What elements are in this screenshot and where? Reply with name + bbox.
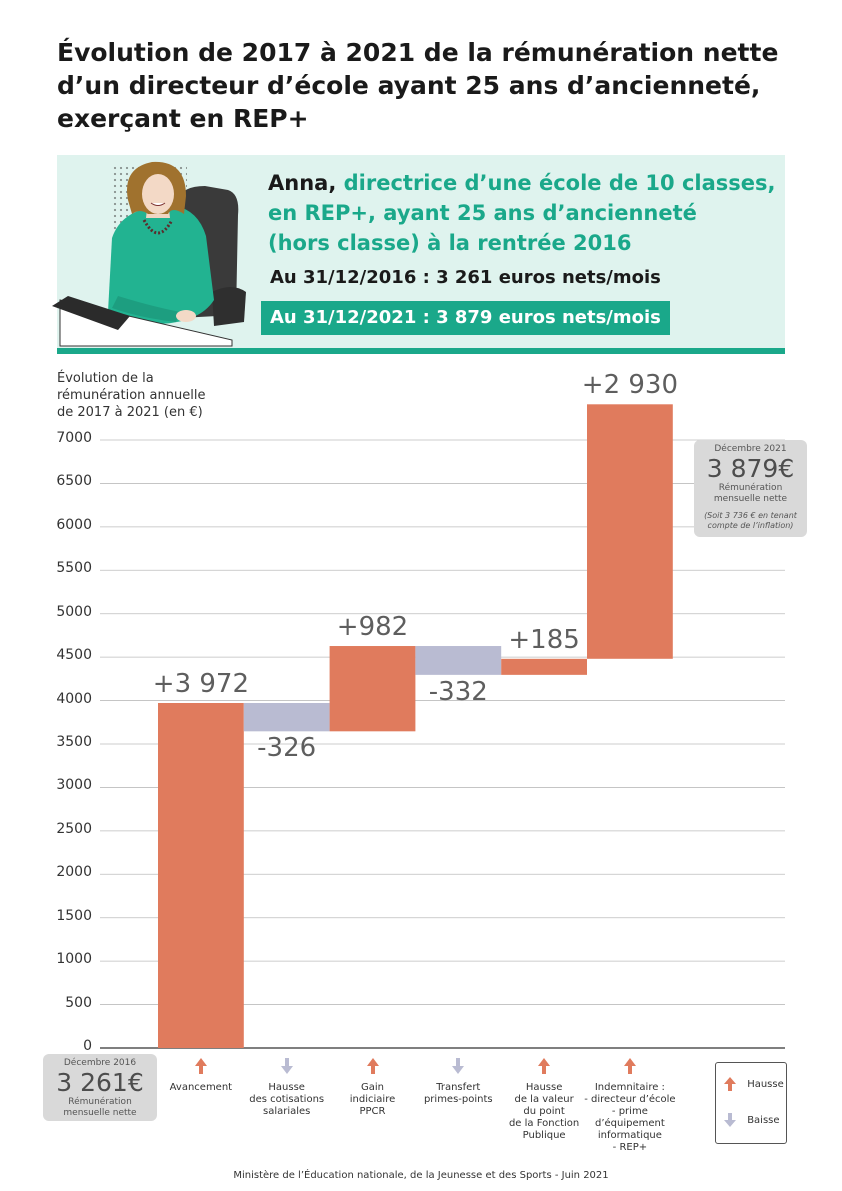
category-label-text: Avancement [169,1082,233,1093]
start-caption-1: Rémunération [68,1097,132,1107]
waterfall-bar [244,703,330,731]
arrow-up-icon [195,1058,207,1074]
waterfall-bar [501,659,587,675]
y-tick-label: 500 [65,994,92,1011]
data-label: +3 972 [152,669,249,699]
profile-name: Anna, [268,171,337,195]
waterfall-bar [330,646,416,731]
y-tick-label: 4000 [56,690,92,707]
y-tick-label: 0 [83,1038,92,1054]
start-amount: 3 261€ [56,1068,144,1097]
y-tick-label: 2500 [56,820,92,837]
profile-desc-1: directrice d’une école de 10 classes, [336,171,776,195]
arrow-up-icon [724,1077,736,1091]
arrow-up-icon [367,1058,379,1074]
category-label-text: Gain indiciaire PPCR [349,1082,396,1117]
category-label [575,1058,685,1154]
end-date: Décembre 2021 [714,444,787,454]
start-salary-box [43,1054,157,1121]
y-tick-label: 6500 [56,473,92,490]
y-tick-label: 5000 [56,603,92,620]
end-note-1: (Soit 3 736 € en tenant [704,511,797,520]
end-caption-1: Rémunération [718,483,783,493]
y-tick-label: 7000 [56,430,92,446]
legend-key-down [724,1113,780,1127]
category-label-text: Transfert primes-points [423,1082,493,1105]
start-date: Décembre 2016 [63,1058,137,1068]
legend-key-up [724,1077,784,1091]
profile-desc-2: en REP+, ayant 25 ans d’ancienneté [268,201,697,225]
data-label: -326 [257,733,317,764]
category-label-text: Hausse de la valeur du point de la Fonction Publique [508,1082,580,1141]
data-label: +982 [336,612,409,643]
legend-down-label: Baisse [747,1115,780,1126]
y-tick-label: 2000 [56,864,92,881]
footer-credit: Ministère de l’Éducation nationale, de la Jeunesse et des Sports - Juin 2021 [233,1170,609,1181]
arrow-down-icon [452,1058,464,1074]
end-amount: 3 879€ [706,454,795,483]
legend-key [715,1062,787,1144]
category-label-text: Hausse des cotisations salariales [249,1082,325,1117]
data-label: -332 [428,676,488,707]
data-label: +185 [508,624,580,655]
start-caption-2: mensuelle nette [63,1108,137,1118]
y-axis-label-line: rémunération annuelle [57,388,206,403]
category-label-text: Indemnitaire : - directeur d’école - prime d’équipement informatique - REP+ [584,1082,676,1153]
profile-desc-3: (hors classe) à la rentrée 2016 [268,231,632,255]
y-tick-label: 3500 [56,734,92,750]
y-tick-label: 6000 [56,516,92,533]
y-tick-label: 1000 [56,951,92,968]
arrow-up-icon [538,1058,550,1074]
salary-2021: Au 31/12/2021 : 3 879 euros nets/mois [261,301,670,335]
y-tick-label: 5500 [56,560,92,577]
data-label: +2 930 [581,370,678,401]
waterfall-bar [415,646,501,675]
arrow-up-icon [624,1058,636,1074]
end-note-2: compte de l’inflation) [707,521,794,530]
end-caption-2: mensuelle nette [713,494,788,504]
y-tick-label: 1500 [56,907,92,924]
legend-up-label: Hausse [747,1079,784,1090]
end-salary-box [694,440,807,537]
y-axis-label-line: de 2017 à 2021 (en €) [57,405,203,420]
waterfall-bar [587,404,673,658]
arrow-down-icon [281,1058,293,1074]
arrow-down-icon [724,1113,736,1127]
y-tick-label: 3000 [56,777,92,794]
title-line-1: Évolution de 2017 à 2021 de la rémunération nette [57,38,779,67]
waterfall-bar [158,703,244,1048]
y-axis-label-line: Évolution de la [57,371,154,386]
title-line-2: d’un directeur d’école ayant 25 ans d’ancienneté, [57,71,761,100]
title-line-3: exerçant en REP+ [57,104,309,133]
salary-2016: Au 31/12/2016 : 3 261 euros nets/mois [270,267,661,288]
y-tick-label: 4500 [56,647,92,664]
